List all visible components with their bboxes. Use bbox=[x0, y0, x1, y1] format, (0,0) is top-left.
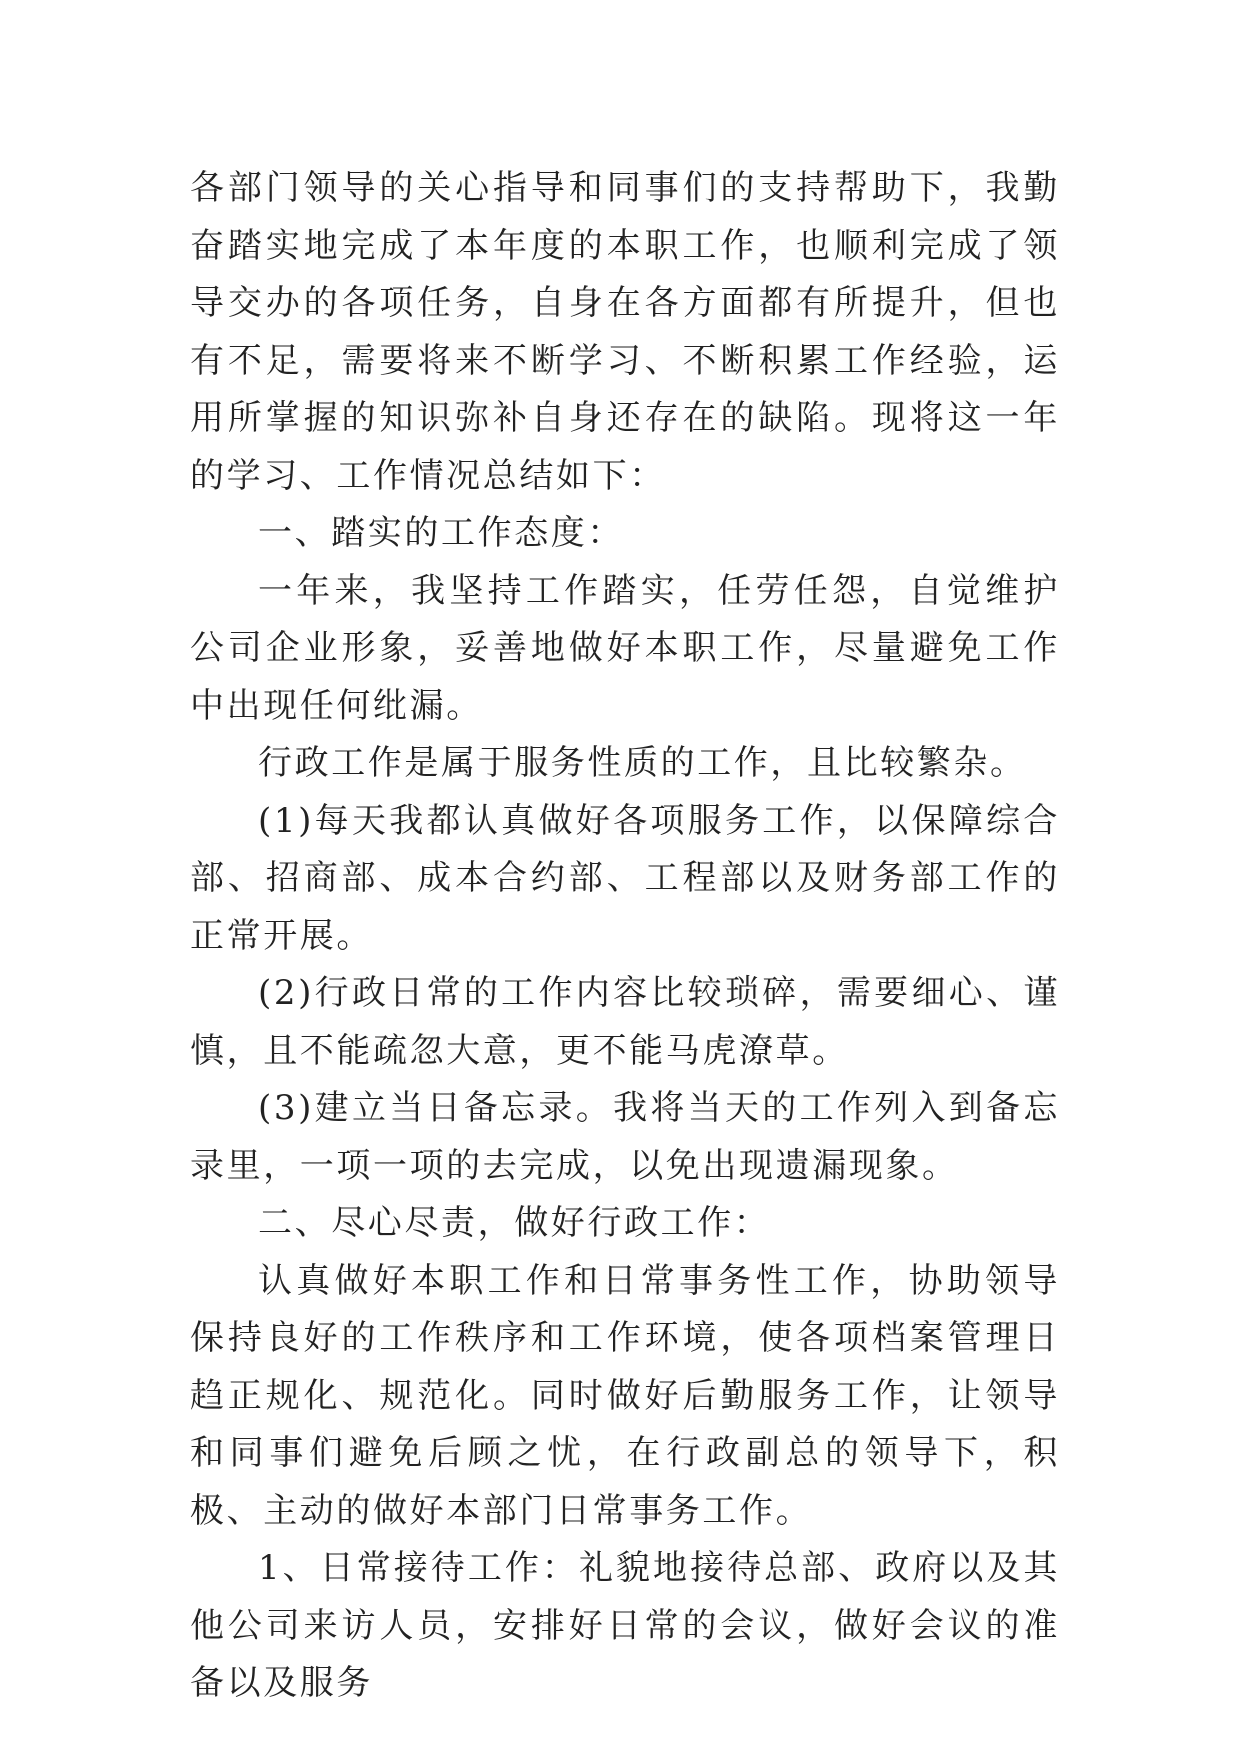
document-body bbox=[190, 160, 1060, 1713]
paragraph-reception: 1、日常接待工作：礼貌地接待总部、政府以及其他公司来访人员，安排好日常的会议，做好会议的准备以及服务 bbox=[190, 1548, 1060, 1703]
paragraph-admin-work: 认真做好本职工作和日常事务性工作，协助领导保持良好的工作秩序和工作环境，使各项档案管理日趋正规化、规范化。同时做好后勤服务工作，让领导和同事们避免后顾之忧，在行政副总的领导下，积极、主动的做好本部门日常事务工作。 bbox=[190, 1260, 1060, 1531]
heading-admin-work: 二、尽心尽责，做好行政工作： bbox=[258, 1203, 771, 1243]
list-item-3: (3)建立当日备忘录。我将当天的工作列入到备忘录里，一项一项的去完成，以免出现遗漏现象。 bbox=[190, 1088, 1060, 1186]
paragraph-admin-nature: 行政工作是属于服务性质的工作，且比较繁杂。 bbox=[258, 743, 1027, 783]
paragraph-work-attitude: 一年来，我坚持工作踏实，任劳任怨，自觉维护公司企业形象，妥善地做好本职工作，尽量避免工作中出现任何纰漏。 bbox=[190, 570, 1060, 726]
list-item-1: (1)每天我都认真做好各项服务工作，以保障综合部、招商部、成本合约部、工程部以及财务部工作的正常开展。 bbox=[190, 800, 1060, 956]
heading-work-attitude: 一、踏实的工作态度： bbox=[258, 513, 624, 553]
list-item-2: (2)行政日常的工作内容比较琐碎，需要细心、谨慎，且不能疏忽大意，更不能马虎潦草。 bbox=[190, 973, 1060, 1071]
paragraph-intro: 各部门领导的关心指导和同事们的支持帮助下，我勤奋踏实地完成了本年度的本职工作，也顺利完成了领导交办的各项任务，自身在各方面都有所提升，但也有不足，需要将来不断学习、不断积累工作经验，运用所掌握的知识弥补自身还存在的缺陷。现将这一年的学习、工作情况总结如下： bbox=[190, 168, 1060, 496]
